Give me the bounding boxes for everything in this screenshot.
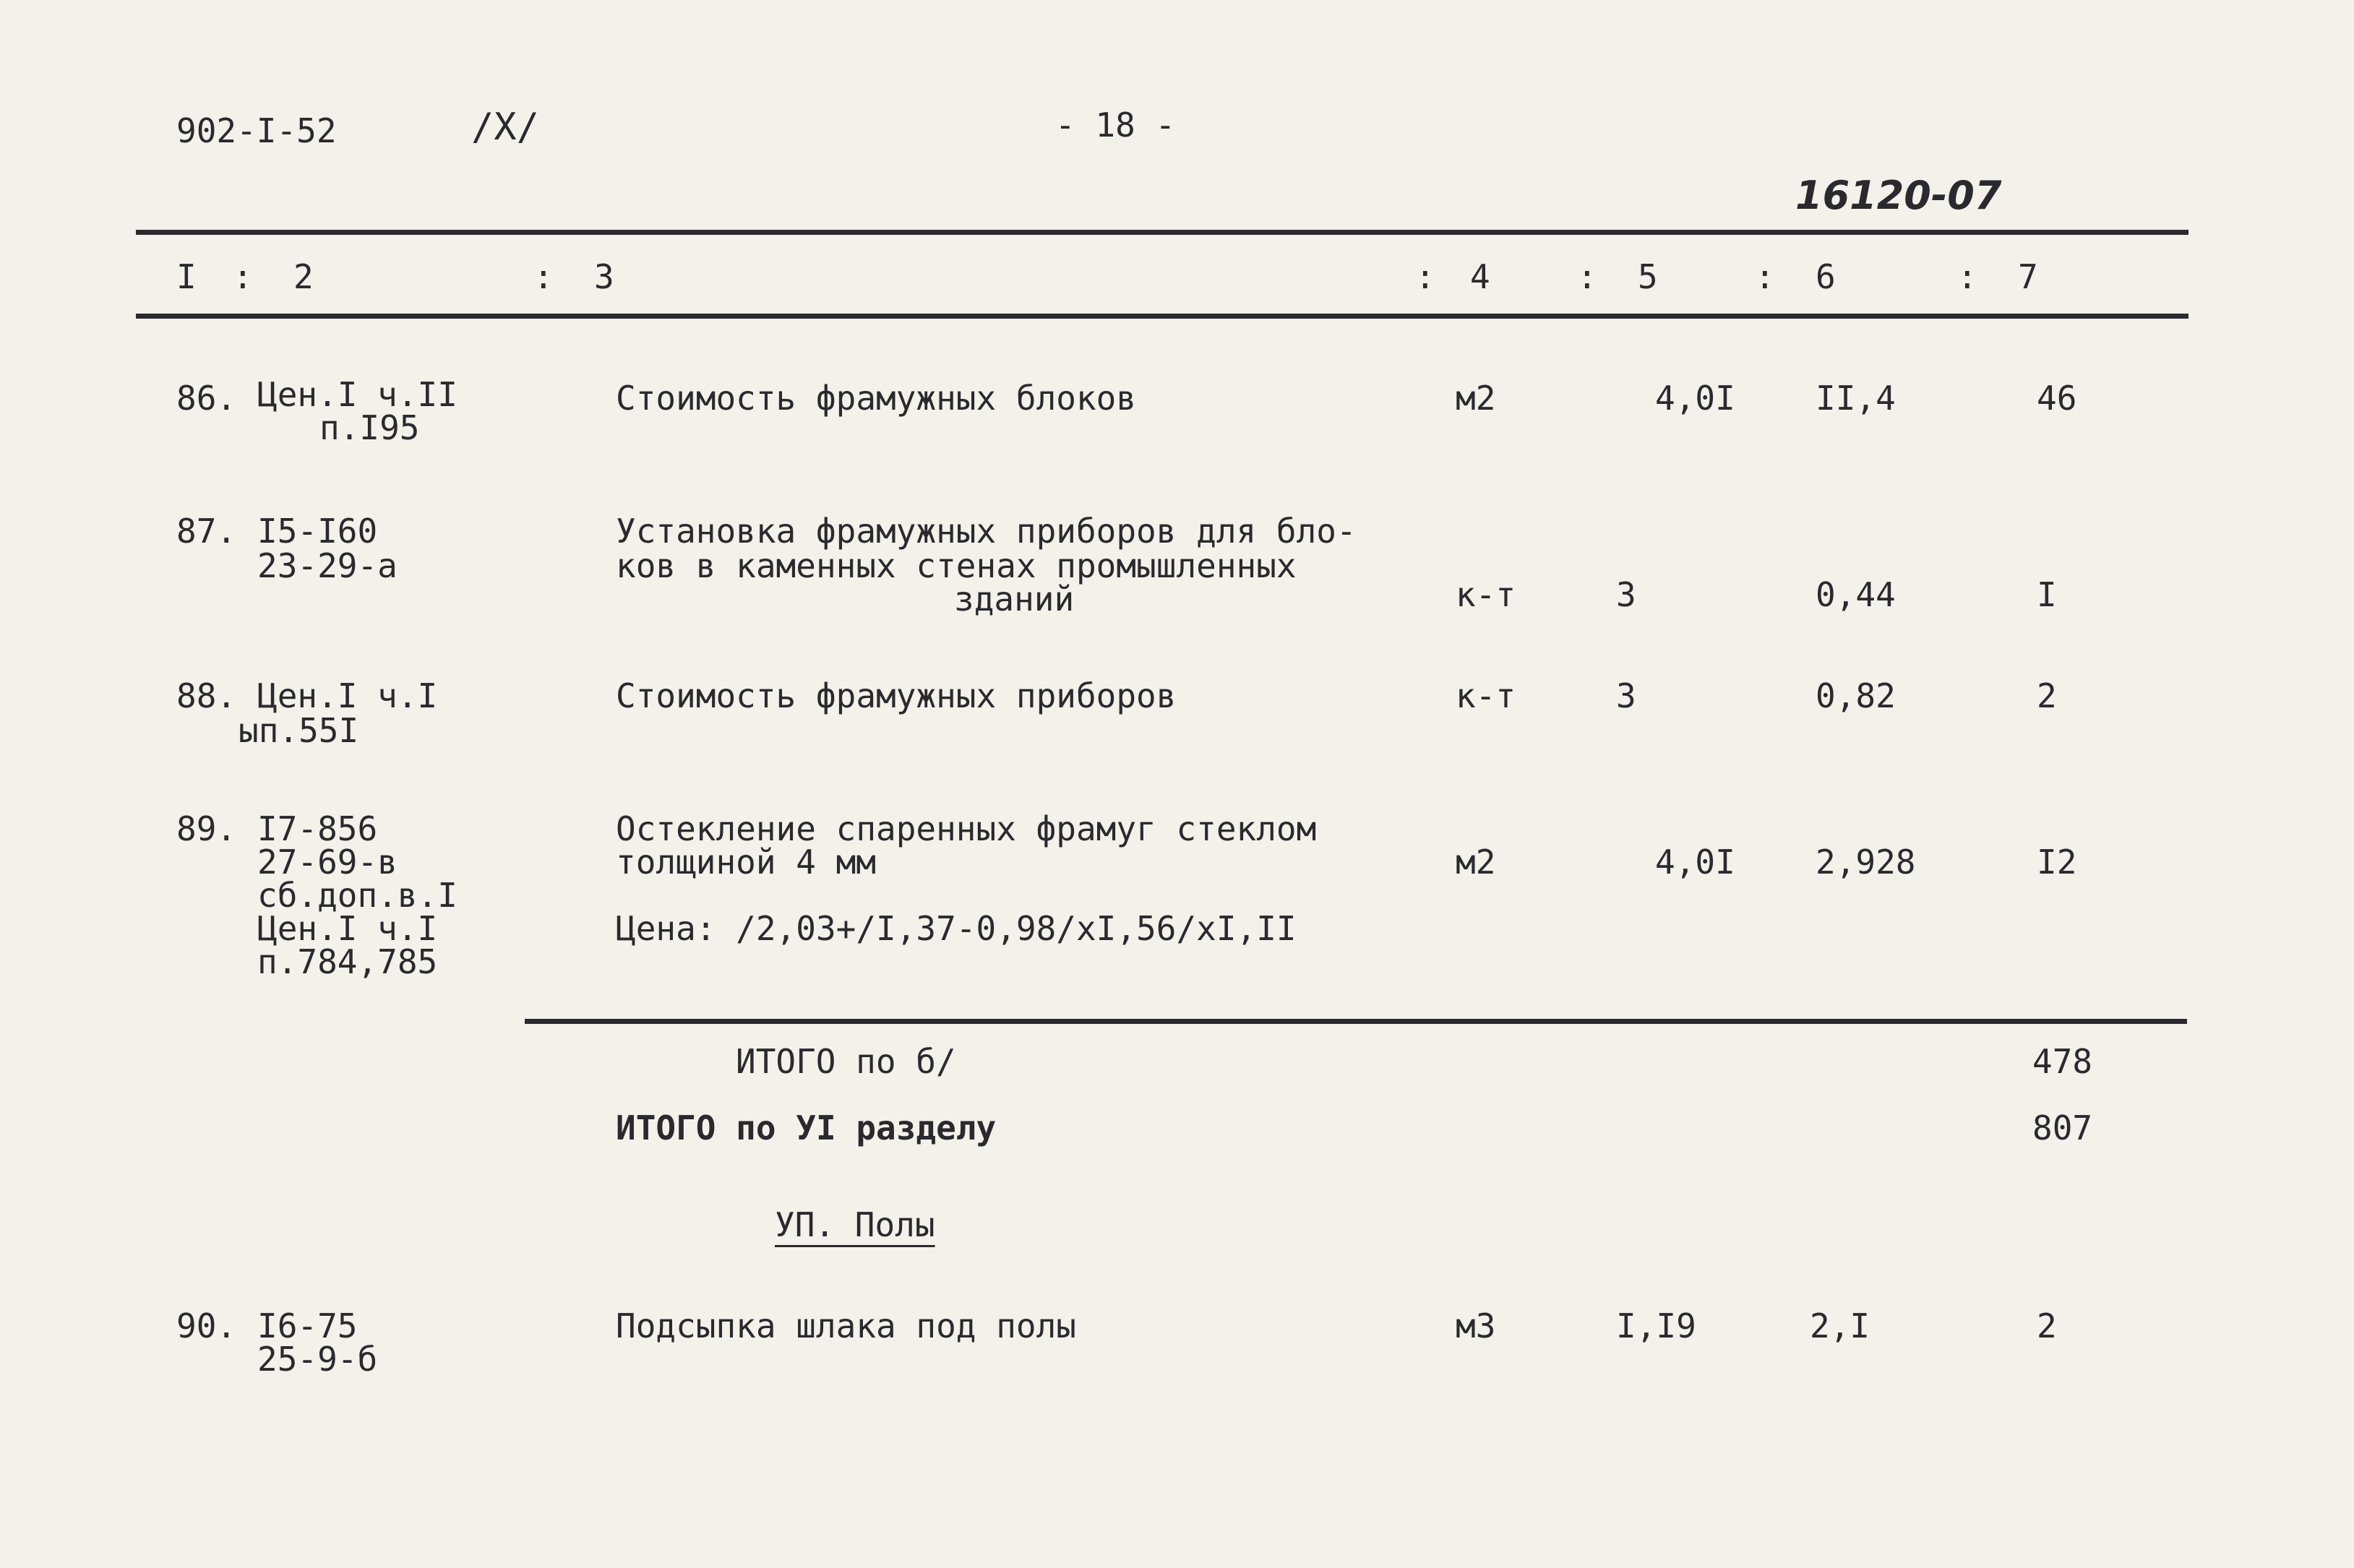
- norm-code: сб.доп.в.I: [257, 876, 458, 915]
- col-header-2: 2: [293, 257, 314, 296]
- unit: м3: [1456, 1306, 1496, 1345]
- unit-price: 2,I: [1810, 1306, 1870, 1345]
- col-header-3: 3: [594, 257, 614, 296]
- unit-price: 0,44: [1816, 575, 1896, 614]
- col-separator: :: [1577, 257, 1597, 296]
- norm-code: Цен.I ч.I: [257, 909, 438, 948]
- col-header-1: I: [176, 257, 197, 296]
- work-description: Остекление спаренных фрамуг стеклом: [616, 809, 1317, 848]
- work-description: ков в каменных стенах промышленных: [616, 546, 1297, 585]
- quantity: 4,0I: [1655, 843, 1735, 882]
- total-cost: 2: [2037, 676, 2057, 715]
- quantity: 4,0I: [1655, 379, 1735, 418]
- work-description: Стоимость фрамужных приборов: [616, 676, 1177, 715]
- norm-code: Цен.I ч.I: [257, 676, 438, 715]
- col-separator: :: [1957, 257, 1977, 296]
- col-header-5: 5: [1638, 257, 1658, 296]
- row-number: 87.: [176, 512, 237, 551]
- total-cost: I: [2037, 575, 2057, 614]
- page-number: - 18 -: [1055, 105, 1176, 145]
- col-separator: :: [1415, 257, 1435, 296]
- work-description: Подсыпка шлака под полы: [616, 1306, 1076, 1345]
- norm-code: Цен.I ч.II: [257, 375, 458, 414]
- unit: м2: [1456, 843, 1496, 882]
- sheet-mark: /X/: [471, 105, 539, 149]
- total-cost: I2: [2037, 843, 2077, 882]
- quantity: I,I9: [1616, 1306, 1696, 1345]
- col-separator: :: [533, 257, 554, 296]
- subtotal-value: 478: [2032, 1042, 2093, 1081]
- unit: м2: [1456, 379, 1496, 418]
- work-description: Стоимость фрамужных блоков: [616, 379, 1137, 418]
- col-separator: :: [1755, 257, 1775, 296]
- total-cost: 46: [2037, 379, 2077, 418]
- norm-code: п.784,785: [257, 942, 438, 981]
- col-header-7: 7: [2018, 257, 2038, 296]
- col-header-6: 6: [1816, 257, 1836, 296]
- table-header-rule: [136, 314, 2188, 319]
- section-total-value: 807: [2032, 1108, 2093, 1147]
- unit-price: 0,82: [1816, 676, 1896, 715]
- col-header-4: 4: [1470, 257, 1490, 296]
- unit-price: 2,928: [1816, 843, 1916, 882]
- price-formula: Цена: /2,03+/I,37-0,98/хI,56/хI,II: [616, 909, 1297, 948]
- unit: к-т: [1456, 575, 1516, 614]
- subtotal-label: ИТОГО по б/: [736, 1042, 956, 1081]
- norm-code: 25-9-б: [257, 1340, 378, 1379]
- handwritten-reference: 16120-07: [1795, 173, 2002, 218]
- row-number: 90.: [176, 1306, 237, 1345]
- unit: к-т: [1456, 676, 1516, 715]
- norm-code: I5-I60: [257, 512, 378, 551]
- norm-code: п.I95: [319, 408, 420, 447]
- row-number: 88.: [176, 676, 237, 715]
- section-total-label: ИТОГО по УI разделу: [616, 1108, 997, 1147]
- col-separator: :: [233, 257, 253, 296]
- totals-rule: [525, 1019, 2187, 1024]
- row-number: 89.: [176, 809, 237, 848]
- table-top-rule: [136, 230, 2188, 235]
- unit-price: II,4: [1816, 379, 1896, 418]
- norm-code: 23-29-а: [257, 546, 398, 585]
- norm-code: ып.55I: [239, 711, 359, 750]
- document-code: 902-I-52: [176, 111, 337, 150]
- work-description: зданий: [954, 580, 1075, 619]
- section-title: УП. Полы: [775, 1205, 935, 1244]
- total-cost: 2: [2037, 1306, 2057, 1345]
- row-number: 86.: [176, 379, 237, 418]
- norm-code: I7-856: [257, 809, 378, 848]
- quantity: 3: [1616, 676, 1636, 715]
- norm-code: 27-69-в: [257, 843, 398, 882]
- quantity: 3: [1616, 575, 1636, 614]
- norm-code: I6-75: [257, 1306, 358, 1345]
- work-description: толщиной 4 мм: [616, 843, 877, 882]
- work-description: Установка фрамужных приборов для бло-: [616, 512, 1357, 551]
